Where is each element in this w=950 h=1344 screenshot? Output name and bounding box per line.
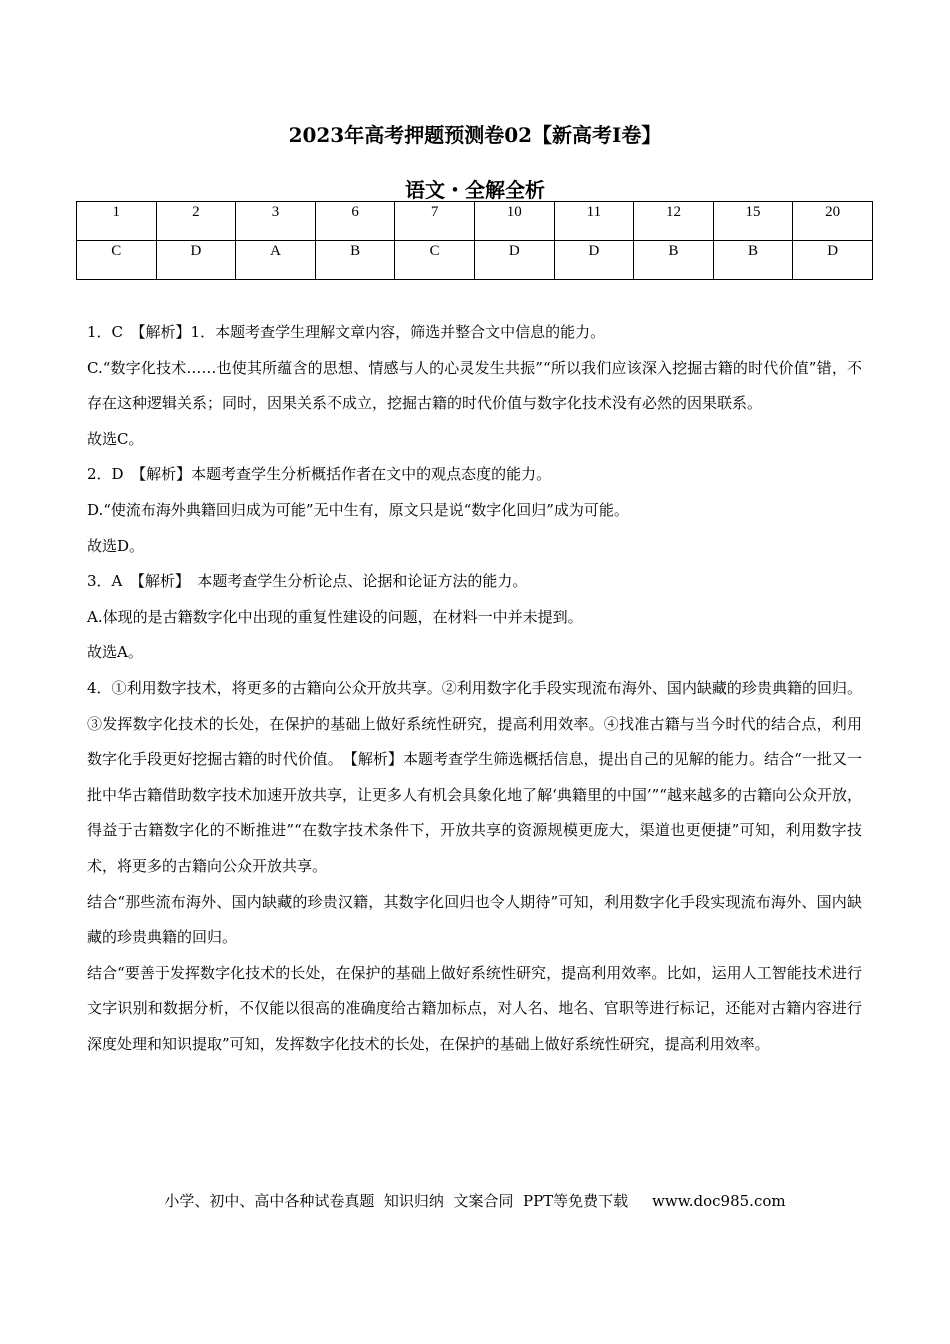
answer-cell: D bbox=[554, 241, 634, 280]
explanation-body bbox=[87, 315, 862, 1062]
explanation-paragraph: 故选C。 bbox=[87, 429, 144, 448]
explanation-paragraph: A.体现的是古籍数字化中出现的重复性建设的问题，在材料一中并未提到。 bbox=[87, 607, 583, 626]
explanation-paragraph: 结合“那些流布海外、国内缺藏的珍贵汉籍，其数字化回归也令人期待”可知，利用数字化手段实现流布海外、国内缺藏的珍贵典籍的回归。 bbox=[87, 892, 862, 947]
answer-cell: B bbox=[713, 241, 793, 280]
question-number-cell: 3 bbox=[236, 202, 316, 241]
answer-cell: C bbox=[395, 241, 475, 280]
explanation-paragraph: 2．D 【解析】本题考查学生分析概括作者在文中的观点态度的能力。 bbox=[87, 465, 552, 484]
question-number-cell: 10 bbox=[474, 202, 554, 241]
answer-row bbox=[77, 241, 873, 280]
answer-cell: B bbox=[634, 241, 714, 280]
explanation-paragraph: 4．①利用数字技术，将更多的古籍向公众开放共享。②利用数字化手段实现流布海外、国内缺藏的珍贵典籍的回归。③发挥数字化技术的长处，在保护的基础上做好系统性研究，提高利用效率。④找准古籍与当今时代的结合点，利用数字化手段更好挖掘古籍的时代价值。 【解析】本题考查学生筛选概括信息，提出自己的见解的能力。结合“一批又一批中华古籍借助数字技术加速开放共享，让更多人有机会具象化地了解‘典籍里的中国’”“越来越多的古籍向公众开放，得益于古籍数字化的不断推进”“在数字技术条件下，开放共享的资源规模更庞大，渠道也更便捷”可知，利用数字技术，将更多的古籍向公众开放共享。 bbox=[87, 678, 862, 875]
answer-table bbox=[76, 201, 873, 280]
answer-cell: C bbox=[77, 241, 157, 280]
question-number-row bbox=[77, 202, 873, 241]
question-number-cell: 2 bbox=[156, 202, 236, 241]
question-number-cell: 7 bbox=[395, 202, 475, 241]
question-number-cell: 20 bbox=[793, 202, 873, 241]
question-number-cell: 15 bbox=[713, 202, 793, 241]
question-number-cell: 6 bbox=[315, 202, 395, 241]
explanation-paragraph: D.“使流布海外典籍回归成为可能”无中生有，原文只是说“数字化回归”成为可能。 bbox=[87, 500, 629, 519]
explanation-paragraph: 3．A 【解析】 本题考查学生分析论点、论据和论证方法的能力。 bbox=[87, 572, 528, 591]
document-subtitle: 语文・全解全析 bbox=[405, 178, 545, 202]
explanation-paragraph: 故选D。 bbox=[87, 536, 145, 555]
explanation-paragraph: C.“数字化技术……也使其所蕴含的思想、情感与人的心灵发生共振”“所以我们应该深入挖掘古籍的时代价值”错，不存在这种逻辑关系；同时，因果关系不成立，挖掘古籍的时代价值与数字化技术没有必然的因果联系。 bbox=[87, 358, 862, 413]
answer-cell: D bbox=[793, 241, 873, 280]
page-footer: 小学、初中、高中各种试卷真题 知识归纳 文案合同 PPT等免费下载 www.doc985.com bbox=[164, 1192, 786, 1210]
document-title: 2023年高考押题预测卷02【新高考I卷】 bbox=[288, 123, 662, 147]
explanation-paragraph: 结合“要善于发挥数字化技术的长处，在保护的基础上做好系统性研究，提高利用效率。比如，运用人工智能技术进行文字识别和数据分析，不仅能以很高的准确度给古籍加标点，对人名、地名、官职等进行标记，还能对古籍内容进行深度处理和知识提取”可知，发挥数字化技术的长处，在保护的基础上做好系统性研究，提高利用效率。 bbox=[87, 963, 862, 1053]
explanation-paragraph: 1．C 【解析】1．本题考查学生理解文章内容，筛选并整合文中信息的能力。 bbox=[87, 323, 606, 341]
question-number-cell: 12 bbox=[634, 202, 714, 241]
answer-cell: B bbox=[315, 241, 395, 280]
answer-cell: A bbox=[236, 241, 316, 280]
question-number-cell: 1 bbox=[77, 202, 157, 241]
answer-cell: D bbox=[474, 241, 554, 280]
explanation-paragraph: 故选A。 bbox=[87, 643, 143, 662]
answer-cell: D bbox=[156, 241, 236, 280]
question-number-cell: 11 bbox=[554, 202, 634, 241]
